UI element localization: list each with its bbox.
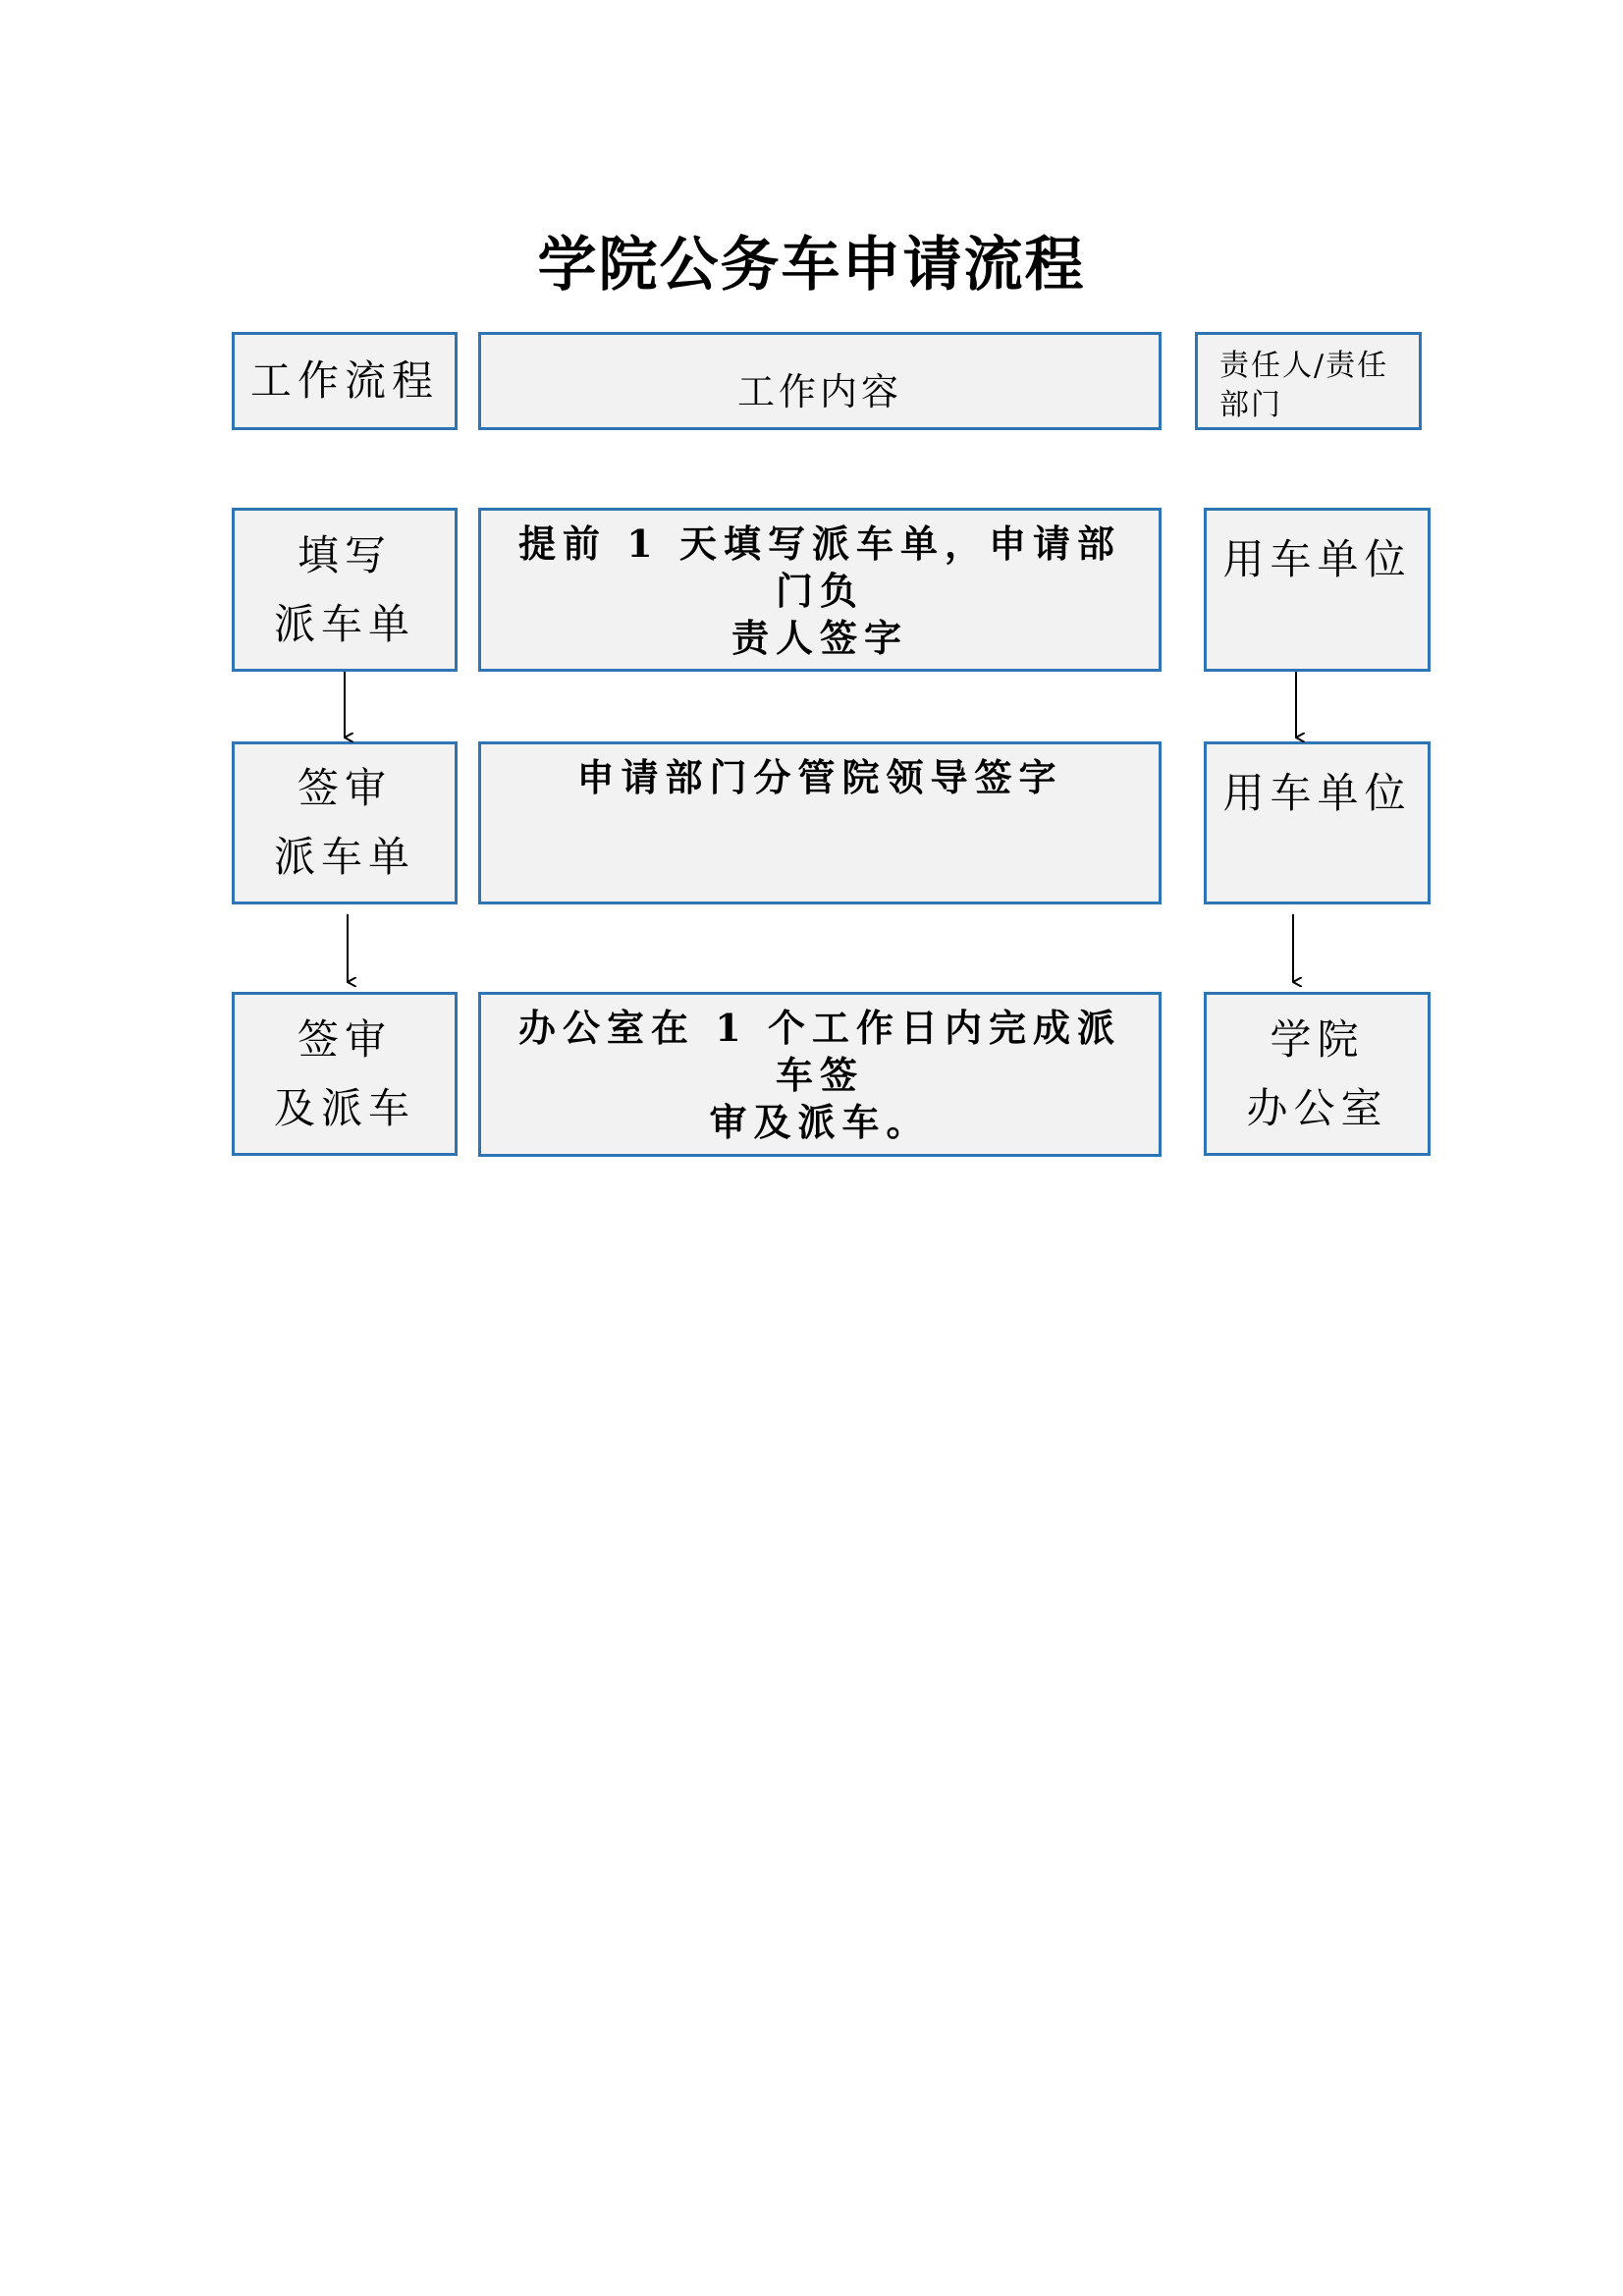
step-1-content-line2: 责人签字 xyxy=(730,616,908,660)
step-3-content-line1: 办公室在 1 个工作日内完成派车签 xyxy=(518,1006,1121,1097)
step-3-content-line2: 审及派车。 xyxy=(709,1100,931,1144)
step-1-stage-line2: 派车单 xyxy=(273,599,415,648)
step-2-content-line1: 申请部门分管院领导签字 xyxy=(576,755,1063,799)
step-2-responsible-line1: 用车单位 xyxy=(1222,769,1412,817)
header-responsible-line2: 部门 xyxy=(1219,388,1282,422)
step-3-stage-line1: 签审 xyxy=(297,1014,392,1064)
header-content-label: 工作内容 xyxy=(736,370,902,413)
step-1-stage-line1: 填写 xyxy=(297,530,392,579)
header-process-label: 工作流程 xyxy=(249,356,439,405)
step-3-stage-line2: 及派车 xyxy=(273,1083,415,1132)
step-3-responsible-line1: 学院 xyxy=(1270,1014,1365,1064)
step-2-stage-line1: 签审 xyxy=(297,764,392,812)
header-responsible-line1: 责任人/责任 xyxy=(1219,349,1389,383)
step-2-stage-line2: 派车单 xyxy=(273,833,415,881)
step-1-responsible-line1: 用车单位 xyxy=(1222,535,1412,583)
page-title: 学院公务车申请流程 xyxy=(537,231,1086,300)
step-1-content-line1: 提前 1 天填写派车单，申请部门负 xyxy=(518,521,1121,613)
step-3-responsible-line2: 办公室 xyxy=(1246,1083,1388,1132)
